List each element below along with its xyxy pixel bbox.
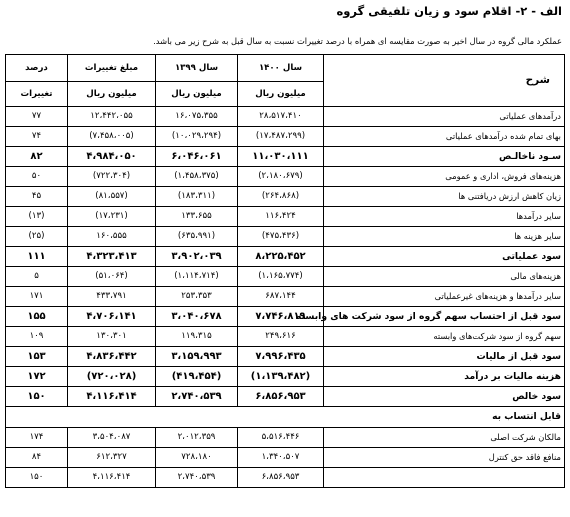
cell-percent: ۵ [6,267,68,287]
table-row [6,428,565,448]
cell-1400: (۱،۱۳۹،۴۸۲) [238,367,324,387]
cell-label: سود خالص [324,387,565,407]
cell-percent: ۷۴ [6,127,68,147]
cell-label: سایر هزینه ها [324,227,565,247]
cell-label: بهای تمام شده درآمدهای عملیاتی [324,127,565,147]
cell-percent: ۱۷۲ [6,367,68,387]
table-row [6,327,565,347]
cell-1400: ۱۱۶،۴۲۴ [238,207,324,227]
cell-1399: (۱،۱۱۴،۷۱۴) [156,267,238,287]
cell-change: ۴،۸۳۶،۴۴۲ [68,347,156,367]
cell-1399: (۴۱۹،۴۵۴) [156,367,238,387]
cell-1399: ۳،۹۰۲،۰۳۹ [156,247,238,267]
cell-percent: ۵۰ [6,167,68,187]
header-year-1400: سال ۱۴۰۰ [238,55,324,82]
cell-1399: ۲،۷۴۰،۵۳۹ [156,387,238,407]
cell-1400: (۲،۱۸۰،۶۷۹) [238,167,324,187]
table-row [6,247,565,267]
table-row [6,107,565,127]
cell-percent: ۱۰۹ [6,327,68,347]
cell-1400: ۶،۸۵۶،۹۵۳ [238,387,324,407]
table-section [6,407,565,428]
table-row [6,367,565,387]
cell-1399: ۳،۱۵۹،۹۹۳ [156,347,238,367]
cell-label: مالکان شرکت اصلی [324,428,565,448]
cell-label: سود قبل از احتساب سهم گروه از سود شرکت های وابسته [324,307,565,327]
cell-percent: ۱۷۴ [6,428,68,448]
cell-change: ۱۶۰،۵۵۵ [68,227,156,247]
header-1400-unit: میلیون ریال [238,82,324,107]
cell-1400: ۱،۳۴۰،۵۰۷ [238,448,324,468]
cell-percent: ۱۱۱ [6,247,68,267]
cell-label: سهم گروه از سود شرکت‌های وابسته [324,327,565,347]
section-label: قابل انتساب به [6,407,565,428]
cell-percent: ۱۵۰ [6,387,68,407]
cell-1400: ۲۴۹،۶۱۶ [238,327,324,347]
cell-label: هزینه‌های مالی [324,267,565,287]
cell-change: (۱۷،۲۳۱) [68,207,156,227]
cell-percent: ۸۴ [6,448,68,468]
cell-percent: (۱۳) [6,207,68,227]
cell-1399: ۲۵۳،۳۵۳ [156,287,238,307]
table-body-bottom [6,428,565,488]
table-row [6,468,565,488]
cell-1400: ۵،۵۱۶،۴۴۶ [238,428,324,448]
cell-percent: ۱۵۵ [6,307,68,327]
cell-change: ۴،۱۱۶،۴۱۴ [68,387,156,407]
cell-change: ۳،۵۰۴،۰۸۷ [68,428,156,448]
cell-change: (۷۲۰،۰۲۸) [68,367,156,387]
cell-label: زیان کاهش ارزش دریافتنی ها [324,187,565,207]
cell-1399: (۱،۴۵۸،۳۷۵) [156,167,238,187]
cell-change: ۱۳۰،۳۰۱ [68,327,156,347]
header-change-unit: میلیون ریال [68,82,156,107]
cell-1399: ۲،۰۱۲،۳۵۹ [156,428,238,448]
table-row [6,347,565,367]
cell-percent: ۱۵۳ [6,347,68,367]
cell-label: سایر درآمدها و هزینه‌های غیرعملیاتی [324,287,565,307]
table-row [6,287,565,307]
cell-1399: ۱۳۳،۶۵۵ [156,207,238,227]
cell-label: هزینه‌های فروش، اداری و عمومی [324,167,565,187]
cell-1400: ۱۱،۰۳۰،۱۱۱ [238,147,324,167]
cell-label: سود عملیاتی [324,247,565,267]
table-row [6,147,565,167]
cell-percent: (۲۵) [6,227,68,247]
cell-label [324,468,565,488]
header-change: مبلغ تغییرات [68,55,156,82]
cell-1399: ۷۲۸،۱۸۰ [156,448,238,468]
section-row [6,407,565,428]
cell-1400: ۶۸۷،۱۴۴ [238,287,324,307]
cell-change: (۷۲۲،۳۰۴) [68,167,156,187]
cell-1400: ۶،۸۵۶،۹۵۳ [238,468,324,488]
table-row [6,227,565,247]
cell-label: منافع فاقد حق کنترل [324,448,565,468]
cell-1400: ۸،۲۲۵،۴۵۲ [238,247,324,267]
cell-1400: (۲۶۴،۸۶۸) [238,187,324,207]
cell-1399: ۳،۰۴۰،۶۷۸ [156,307,238,327]
cell-label: هزینه مالیات بر درآمد [324,367,565,387]
cell-1400: (۴۷۵،۴۳۶) [238,227,324,247]
section-subtitle: عملکرد مالی گروه در سال اخیر به صورت مقایسه ای همراه با درصد تغییرات نسبت به سال قبل به شرح زیر می باشد. [153,36,562,46]
cell-1399: ۱۶،۰۷۵،۳۵۵ [156,107,238,127]
cell-change: ۴،۷۰۶،۱۴۱ [68,307,156,327]
table-row [6,448,565,468]
cell-change: ۴،۱۱۶،۴۱۴ [68,468,156,488]
cell-change: (۸۱،۵۵۷) [68,187,156,207]
table-row [6,267,565,287]
cell-1399: ۱۱۹،۳۱۵ [156,327,238,347]
cell-change: ۴،۹۸۴،۰۵۰ [68,147,156,167]
cell-label: سایر درآمدها [324,207,565,227]
cell-change: ۴،۳۲۳،۴۱۳ [68,247,156,267]
cell-1399: (۱۸۳،۳۱۱) [156,187,238,207]
cell-label: سـود ناخالـص [324,147,565,167]
cell-1400: ۷،۷۴۶،۸۱۹ [238,307,324,327]
table-row [6,187,565,207]
cell-percent: ۱۷۱ [6,287,68,307]
cell-1400: ۷،۹۹۶،۴۳۵ [238,347,324,367]
section-title: الف - ۲- اقلام سود و زیان تلفیقی گروه [336,4,562,18]
cell-1400: ۲۸،۵۱۷،۴۱۰ [238,107,324,127]
table-row [6,307,565,327]
header-year-1399: سال ۱۳۹۹ [156,55,238,82]
cell-percent: ۸۲ [6,147,68,167]
cell-1399: (۱۰،۰۲۹،۲۹۴) [156,127,238,147]
header-row-1 [6,55,565,82]
cell-change: ۶۱۲،۳۲۷ [68,448,156,468]
table-body-top [6,107,565,407]
cell-1400: (۱،۱۶۵،۷۷۴) [238,267,324,287]
cell-change: ۴۳۳،۷۹۱ [68,287,156,307]
cell-change: ۱۲،۴۴۲،۰۵۵ [68,107,156,127]
table-row [6,387,565,407]
cell-1400: (۱۷،۴۸۷،۲۹۹) [238,127,324,147]
table-row [6,127,565,147]
table-row [6,207,565,227]
cell-percent: ۷۷ [6,107,68,127]
cell-1399: ۲،۷۴۰،۵۳۹ [156,468,238,488]
cell-1399: (۶۳۵،۹۹۱) [156,227,238,247]
cell-change: (۷،۴۵۸،۰۰۵) [68,127,156,147]
cell-percent: ۴۵ [6,187,68,207]
header-percent-sub: تغییرات [6,82,68,107]
cell-1399: ۶،۰۴۶،۰۶۱ [156,147,238,167]
cell-change: (۵۱،۰۶۴) [68,267,156,287]
header-1399-unit: میلیون ریال [156,82,238,107]
financial-table [5,54,565,488]
cell-label: سود قبل از مالیات [324,347,565,367]
cell-label: درآمدهای عملیاتی [324,107,565,127]
table-row [6,167,565,187]
cell-percent: ۱۵۰ [6,468,68,488]
header-description: شرح [324,55,565,107]
header-percent: درصد [6,55,68,82]
